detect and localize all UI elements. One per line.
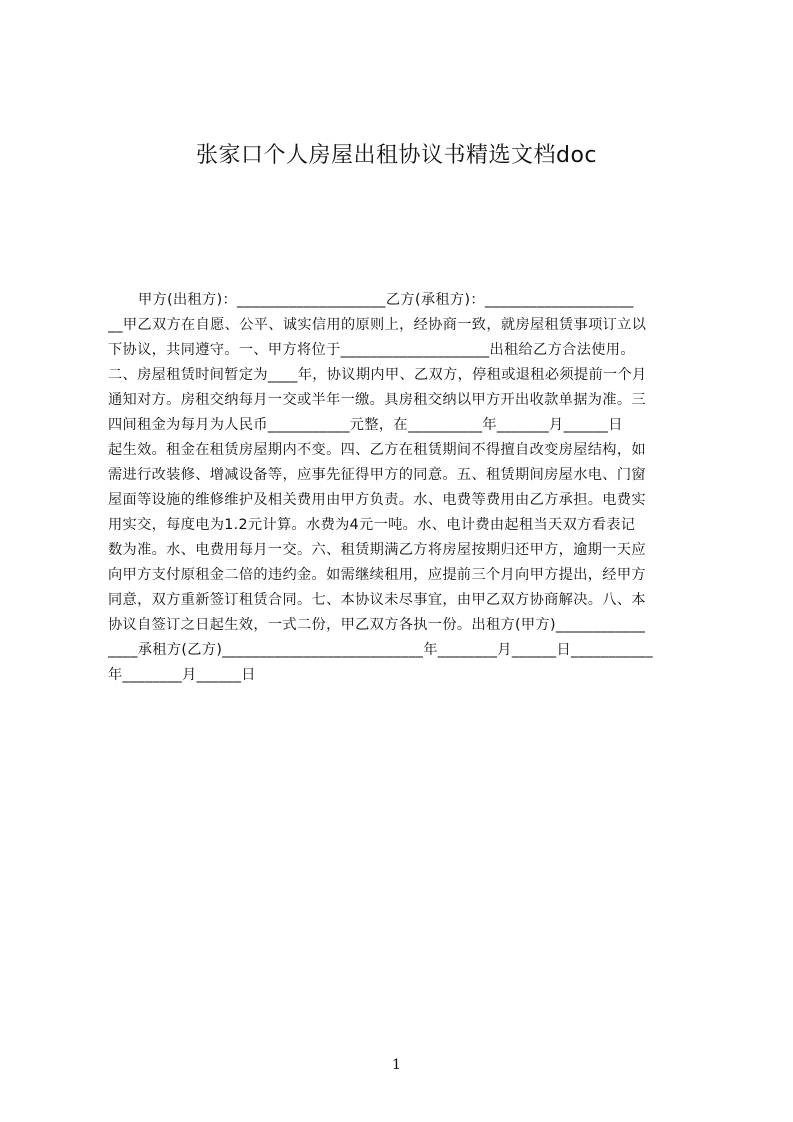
body-line-16: 年________月______日 [108,667,256,683]
body-line-8: 需进行改装修、增减设备等，应事先征得甲方的同意。五、租赁期间房屋水电、门窗 [108,467,646,483]
body-line-4: 二、房屋租赁时间暂定为____年，协议期内甲、乙双方，停租或退租必须提前一个月 [108,367,647,383]
agreement-body [108,288,702,688]
body-line-5: 通知对方。房租交纳每月一交或半年一缴。具房租交纳以甲方开出收款单据为准。三 [108,392,646,408]
body-line-6: 四间租金为每月为人民币___________元整，在__________年_______月______日 [108,417,623,433]
body-line-12: 向甲方支付原租金二倍的违约金。如需继续租用，应提前三个月向甲方提出，经甲方 [108,567,646,583]
body-line-11: 数为准。水、电费用每月一交。六、租赁期满乙方将房屋按期归还甲方，逾期一天应 [108,542,646,558]
body-line-1: 甲方(出租方)：____________________乙方(承租方)：____________________ [138,292,634,308]
body-line-15: ____承租方(乙方)___________________________年________月______日___________ [108,642,653,658]
body-line-3: 下协议，共同遵守。一、甲方将位于____________________出租给乙方合法使用。 [108,342,635,358]
body-line-9: 屋面等设施的维修维护及相关费用由甲方负责。水、电费等费用由乙方承担。电费实 [108,492,646,508]
document-title: 张家口个人房屋出租协议书精选文档doc [195,143,598,168]
body-line-14: 协议自签订之日起生效，一式二份，甲乙双方各执一份。出租方(甲方)____________ [108,617,646,633]
body-line-13: 同意，双方重新签订租赁合同。七、本协议未尽事宜，由甲乙双方协商解决。八、本 [108,592,646,608]
body-line-7: 起生效。租金在租赁房屋期内不变。四、乙方在租赁期间不得擅自改变房屋结构，如 [108,442,646,458]
page-number: 1 [392,1057,401,1073]
body-line-10: 用实交，每度电为1.2元计算。水费为4元一吨。水、电计费由起租当天双方看表记 [108,517,636,533]
body-line-2: __甲乙双方在自愿、公平、诚实信用的原则上，经协商一致，就房屋租赁事项订立以 [108,317,647,333]
